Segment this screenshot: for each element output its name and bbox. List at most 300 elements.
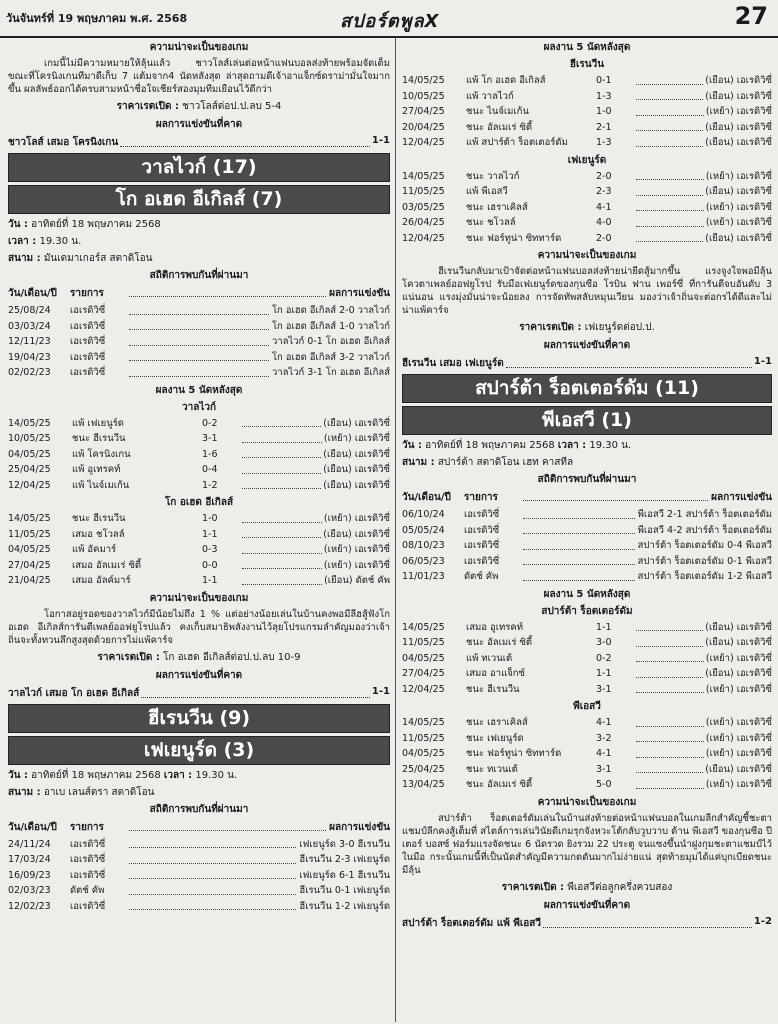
form-date: 14/05/25 (8, 417, 51, 429)
prob-heading: ความน่าจะเป็นของเกม (537, 250, 637, 261)
form-row (402, 635, 772, 651)
newspaper-logo: สปอร์ตพูลX (340, 11, 440, 32)
form-venue: (เหย้า) (705, 106, 734, 117)
form-opponent: ชนะ เฮราเคิลส์ (466, 717, 528, 728)
form-date: 11/05/25 (402, 732, 445, 744)
leader-dots (636, 762, 703, 774)
history-comp: เอเรดิวิซี่ (70, 336, 106, 347)
leader-dots (543, 916, 752, 928)
form-row (8, 558, 390, 574)
form-opponent: แพ้ อัคมาร์ (72, 544, 117, 555)
venue-label: สนาม : (8, 253, 41, 264)
leader-dots (636, 184, 703, 196)
history-result: สปาร์ต้า ร็อตเตอร์ดัม 1-2 พีเอสวี (637, 571, 772, 582)
history-date: 16/09/23 (8, 869, 51, 881)
form-opponent: แพ้ อูเทรคท์ (72, 464, 121, 475)
form-date: 03/05/25 (402, 201, 445, 213)
form-row (402, 651, 772, 667)
history-date: 12/02/23 (8, 900, 51, 912)
form-venue-comp (706, 715, 772, 731)
leader-dots (636, 104, 704, 116)
time-value: 19.30 น. (39, 236, 82, 247)
history-row (8, 365, 390, 381)
leader-dots (636, 682, 704, 694)
away-team-banner: โก อเฮด อีเกิลส์ (7) (8, 185, 390, 214)
pred-text: วาลไวก์ เสมอ โก อเฮด อีเกิลส์ (8, 687, 140, 699)
form-row (402, 620, 772, 636)
form-row (402, 135, 772, 151)
form-venue: (เยือน) (705, 232, 734, 244)
predicted-result: ชาวโลส์ เสมอ โครนิงเกน 1-1 (8, 135, 390, 148)
history-result: โก อเฮด อีเกิลส์ 3-2 วาลไวก์ (271, 351, 390, 363)
form-venue-comp (706, 104, 772, 120)
form-row (8, 462, 390, 478)
history-comp: เอเรดิวิซี่ (70, 351, 106, 363)
form-row (8, 511, 390, 527)
history-row (8, 334, 390, 350)
day-label: วัน : (8, 769, 28, 781)
history-row (8, 350, 390, 366)
match-venue (8, 251, 390, 266)
pred-text: ฮีเรนวีน เสมอ เฟเยนูร์ด (402, 358, 504, 369)
form-date: 14/05/25 (402, 717, 445, 728)
form-score: 0-1 (596, 75, 612, 86)
form-row (8, 542, 390, 558)
form-score: 3-0 (596, 637, 612, 648)
form-venue-comp (706, 777, 772, 793)
form-team-name: สปาร์ต้า ร็อตเตอร์ดัม (541, 605, 633, 617)
form-row (402, 73, 772, 89)
history-date: 24/11/24 (8, 838, 51, 850)
prob-heading: ความน่าจะเป็นของเกม (149, 42, 249, 53)
history-comp: เอเรดิวิซี่ (70, 838, 106, 850)
form-opponent: เสมอ อัลเมเร่ ซิตี้ (72, 559, 142, 571)
history-heading: สถิติการพบกันที่ผ่านมา (537, 474, 637, 485)
form-venue-comp (706, 215, 772, 231)
history-date: 19/04/23 (8, 351, 51, 363)
form-venue-comp (324, 558, 390, 574)
match-block (8, 704, 390, 915)
form-comp: เอเรดิวิซี่ (736, 779, 772, 790)
form-venue: (เหย้า) (705, 217, 734, 228)
leader-dots (636, 73, 703, 85)
history-date: 03/03/24 (8, 320, 51, 332)
form-row (402, 89, 772, 105)
form-venue: (เยือน) (323, 464, 352, 475)
form-date: 26/04/25 (402, 217, 445, 228)
time-label: เวลา : (8, 236, 37, 247)
form-venue-comp (706, 746, 772, 762)
leader-dots (242, 527, 321, 539)
form-team-name: วาลไวก์ (181, 401, 217, 413)
leader-dots (636, 651, 704, 663)
form-score: 3-1 (202, 433, 218, 444)
form-venue-comp (324, 511, 390, 527)
form-venue-comp (705, 135, 772, 151)
form-date: 14/05/25 (402, 75, 445, 86)
history-comp: เอเรดิวิซี่ (464, 555, 500, 567)
away-team-banner: เฟเยนูร์ด (3) (8, 736, 390, 765)
match-day (8, 768, 390, 783)
leader-dots (242, 542, 322, 554)
form-venue-comp (705, 184, 772, 200)
history-row (8, 868, 390, 884)
form-team-name: ฮีเรนวีน (569, 59, 605, 70)
left-column (8, 38, 390, 1022)
form-comp: เอเรดิวิซี่ (354, 433, 390, 444)
leader-dots (129, 334, 269, 346)
form-team-name: พีเอสวี (573, 701, 601, 712)
history-header-row (8, 286, 390, 301)
analysis-paragraph: โอกาสอยู่รอดของวาลไวก์มีน้อยไม่ถึง 1 % แต่อย่างน้อยเล่นในบ้านคงพอมีลีฮสู้ฟังโก อเฮด อีเกิลส์การันตีเพลย์ออฟยูโรปแล้ว คงเก็บสมาธิพลังงานไว้ลุยโปรแกรมลำคัญมองว่าเจ้าถิ่นจะทั้งทวนลึกสูงสุดด้วยการไม่แพ้คาร์จ (8, 608, 390, 646)
history-row (402, 507, 772, 523)
form-comp: เอเรดิวิซี่ (736, 232, 772, 244)
form-score: 1-0 (596, 106, 612, 117)
rate-value: พีเอสวีต่อลูกครึ่งควบสอง (567, 881, 673, 893)
leader-dots (242, 431, 322, 443)
form-score: 2-1 (596, 121, 612, 133)
form-date: 27/04/25 (402, 106, 445, 117)
leader-dots (636, 635, 703, 647)
form-comp: เอเรดิวิซี่ (736, 186, 772, 197)
form-venue-comp (705, 635, 772, 651)
history-comp: เอเรดิวิซี่ (70, 854, 106, 865)
leader-dots (129, 365, 269, 377)
analysis-paragraph: เกมนี้ไม่มีความหมายให้ลุ้นแล้ว ชาวโลส์เล่นต่อหน้าแฟนบอลส่งท้ายพร้อมจัดเต็ม ขณะที่โครนิงเกนทีมาดีเก็บ 7 แต้มจาก4 นัดหลังสุด ล่าสุดถามดีเจ้าอาแจ็กซ์ดราม่ามั่นใจมากขึ้น ผลลัพธ์ออกได้ครบสามหน้าชื่อใจเชียร์สองมุมทีมเยือนไว้ดีกว่า (8, 58, 390, 95)
form-score: 0-2 (202, 417, 218, 429)
form-opponent: เสมอ ชโวลล์ (72, 528, 125, 540)
form-row (402, 777, 772, 793)
form-score: 0-2 (596, 652, 612, 664)
form-venue: (เหย้า) (323, 433, 352, 444)
history-result: ฮีเรนวีน 0-1 เฟเยนูร์ด (299, 885, 390, 896)
form-score: 3-1 (596, 683, 612, 695)
match-day (8, 217, 390, 232)
form-venue: (เหย้า) (323, 513, 352, 524)
form-venue-comp (705, 89, 772, 105)
col-result-header: ผลการแข่งขัน (329, 821, 390, 833)
rate-label: ราคาเรตเปิด : (501, 881, 565, 893)
form-row (402, 682, 772, 698)
form-date: 11/05/25 (402, 637, 445, 648)
form-row (402, 169, 772, 185)
history-date: 05/05/24 (402, 524, 445, 536)
history-comp: เอเรดิวิซี่ (70, 367, 106, 378)
opening-rate (8, 650, 390, 665)
pred-heading: ผลการแข่งขันที่คาด (155, 119, 243, 130)
form-date: 12/04/25 (402, 683, 445, 695)
history-date: 12/11/23 (8, 336, 51, 347)
leader-dots (129, 350, 269, 362)
form-heading: ผลงาน 5 นัดหลังสุด (543, 42, 631, 53)
pred-score: 1-1 (371, 685, 390, 697)
time-value: 19.30 น. (195, 769, 238, 781)
form-row (402, 215, 772, 231)
form-date: 10/05/25 (402, 90, 445, 102)
form-opponent: แพ้ โครนิงเกน (72, 448, 131, 460)
form-venue: (เยือน) (323, 479, 352, 491)
pred-heading: ผลการแข่งขันที่คาด (155, 669, 243, 681)
form-opponent: แพ้ ไนจ์เมเก้น (72, 479, 130, 491)
form-score: 4-0 (596, 217, 612, 228)
form-comp: เอเรดิวิซี่ (354, 544, 390, 555)
form-venue-comp (705, 620, 772, 636)
form-venue: (เยือน) (705, 668, 734, 679)
form-comp: เอเรดิวิซี่ (736, 652, 772, 664)
form-venue: (เหย้า) (705, 170, 734, 182)
form-venue-comp (324, 431, 390, 447)
form-venue-comp (324, 573, 390, 589)
history-result: เฟเยนูร์ด 3-0 ฮีเรนวีน (299, 838, 390, 850)
form-score: 2-0 (596, 170, 612, 182)
form-venue-comp (323, 527, 390, 543)
history-heading: สถิติการพบกันที่ผ่านมา (149, 803, 249, 815)
form-row (402, 120, 772, 136)
form-team-name: เฟเยนูร์ด (567, 154, 607, 166)
leader-dots (129, 286, 326, 297)
form-venue-comp (323, 462, 390, 478)
day-value: อาทิตย์ที่ 18 พฤษภาคม 2568 (31, 219, 161, 230)
form-score: 1-0 (202, 513, 218, 524)
venue-value: มันเดมาเกอร์ส สตาดิโอน (43, 253, 153, 264)
history-row (8, 899, 390, 915)
form-venue: (เยือน) (705, 763, 734, 775)
form-opponent: ชนะ วาลไวก์ (466, 170, 520, 182)
match-venue (8, 785, 390, 800)
leader-dots (636, 215, 704, 227)
form-opponent: แพ้ โก อเฮด อีเกิลส์ (466, 75, 546, 86)
form-venue-comp (706, 651, 772, 667)
form-row (402, 666, 772, 682)
form-score: 1-3 (596, 137, 612, 148)
form-opponent: ชนะ อัลเมเร่ ซิตี้ (466, 637, 533, 648)
form-venue: (เหย้า) (323, 559, 352, 571)
match-day (402, 438, 772, 453)
opening-rate: ราคาเรตเปิด : ชาวโลส์ต่อป.ป.ลบ 5-4 (116, 101, 282, 112)
form-opponent: ชนะ ฮีเรนวีน (72, 433, 126, 444)
form-opponent: ชนะ ฮีเรนวีน (466, 683, 520, 695)
form-heading: ผลงาน 5 นัดหลังสุด (155, 384, 243, 396)
form-opponent: เสมอ อัลค์มาร์ (72, 575, 131, 586)
history-heading: สถิติการพบกันที่ผ่านมา (149, 270, 249, 281)
day-value: อาทิตย์ที่ 18 พฤษภาคม 2568 (31, 769, 161, 781)
history-result: วาลไวก์ 3-1 โก อเฮด อีเกิลส์ (271, 367, 390, 378)
form-row (8, 478, 390, 494)
form-venue: (เหย้า) (705, 779, 734, 790)
leader-dots (636, 200, 704, 212)
page-number: 27 (734, 2, 768, 30)
history-comp: เอเรดิวิซี่ (70, 900, 106, 912)
form-comp: เอเรดิวิซี่ (736, 763, 772, 775)
form-date: 10/05/25 (8, 433, 51, 444)
leader-dots (129, 820, 326, 831)
form-venue-comp (324, 542, 390, 558)
form-row (8, 416, 390, 432)
form-opponent: แพ้ สปาร์ต้า ร็อตเตอร์ดัม (466, 137, 568, 148)
form-score: 4-1 (596, 717, 612, 728)
history-date: 02/03/23 (8, 885, 51, 896)
form-venue: (เยือน) (705, 90, 734, 102)
form-opponent: แพ้ ทเวนเต้ (466, 652, 513, 664)
form-venue: (เยือน) (705, 121, 734, 133)
form-venue: (เยือน) (323, 528, 352, 540)
rate-label: ราคาเรตเปิด : (519, 322, 582, 333)
form-score: 4-1 (596, 201, 612, 213)
leader-dots (129, 852, 296, 864)
form-opponent: ชนะ เฟเยนูร์ด (466, 732, 524, 744)
rate-value: เฟเยนูร์ดต่อป.ป. (584, 322, 655, 333)
form-comp: เอเรดิวิซี่ (736, 90, 772, 102)
history-result: ฮีเรนวีน 2-3 เฟเยนูร์ด (299, 854, 390, 865)
form-row (402, 200, 772, 216)
leader-dots (523, 569, 635, 581)
history-comp: เอเรดิวิซี่ (464, 540, 500, 551)
rate-label: ราคาเรตเปิด : (97, 651, 160, 663)
form-date: 14/05/25 (402, 621, 445, 633)
form-venue-comp (705, 666, 772, 682)
form-comp: ดัตช์ คัพ (355, 575, 390, 586)
leader-dots (506, 356, 752, 368)
leader-dots (636, 746, 704, 758)
leader-dots (636, 620, 703, 632)
form-score: 1-3 (596, 90, 612, 102)
leader-dots (636, 169, 704, 181)
form-date: 21/04/25 (8, 575, 51, 586)
form-venue-comp (705, 231, 772, 247)
col-date-header: วัน/เดือน/ปี (402, 492, 451, 503)
form-opponent: ชนะ ไนจ์เมเก้น (466, 106, 529, 117)
form-comp: เอเรดิวิซี่ (736, 75, 772, 86)
form-date: 14/05/25 (8, 513, 51, 524)
leader-dots (141, 686, 370, 698)
analysis-paragraph: ฮีเรนวีนกลับมาเป้าจัดต่อหน้าแฟนบอลส่งท้ายน่ายีดสู้มากขึ้น แรงจูงใจพอมีลุ้นโควตาเพลย์ออฟยูโรป รับมือเฟเยนูร์ดของกุนซือ โรบิน ฟาน เพอร์ซี่ ที่การันตีจบอันดับ 3 แน่นอน แรงมุ่งมั่นน่าจะน้อยลง การจัดทัพสลับหมุนเวียน มองว่าเจ้าถิ่นจะต่อกรได้ดีและไม่น่าแพ้คาร์จ (402, 266, 772, 316)
form-row (8, 447, 390, 463)
time-value: 19.30 น. (589, 440, 632, 451)
pred-score: 1-1 (753, 356, 772, 367)
history-date: 25/08/24 (8, 305, 51, 316)
history-result: เฟเยนูร์ด 6-1 ฮีเรนวีน (299, 869, 390, 881)
history-result: สปาร์ต้า ร็อตเตอร์ดัม 0-1 พีเอสวี (637, 555, 772, 567)
form-row (402, 231, 772, 247)
form-date: 14/05/25 (402, 170, 445, 182)
form-opponent: ชนะ ทเวนเต้ (466, 763, 518, 775)
form-comp: เอเรดิวิซี่ (736, 137, 772, 148)
pred-heading: ผลการแข่งขันที่คาด (543, 899, 631, 911)
history-row (402, 569, 772, 585)
form-opponent: เสมอ อูเทรคท์ (466, 621, 523, 633)
history-row (8, 303, 390, 319)
form-row (8, 431, 390, 447)
pred-text: สปาร์ต้า ร็อตเตอร์ดัม แพ้ พีเอสวี (402, 917, 542, 929)
history-date: 08/10/23 (402, 540, 445, 551)
leader-dots (242, 462, 321, 474)
opening-rate (402, 880, 772, 895)
day-label: วัน : (8, 219, 28, 230)
form-venue: (เหย้า) (705, 748, 734, 759)
form-date: 11/05/25 (402, 186, 445, 197)
form-comp: เอเรดิวิซี่ (736, 621, 772, 633)
form-date: 13/04/25 (402, 779, 445, 790)
day-value: อาทิตย์ที่ 18 พฤษภาคม 2568 (425, 440, 555, 451)
rate-value: โก อเฮด อีเกิลส์ต่อป.ป.ลบ 10-9 (163, 651, 301, 663)
leader-dots (636, 231, 703, 243)
opening-rate (402, 320, 772, 335)
match-venue (402, 455, 772, 470)
time-label: เวลา : (557, 440, 587, 451)
form-score: 1-2 (202, 479, 218, 491)
venue-label: สนาม : (8, 786, 41, 798)
form-opponent: ชนะ อัลเมเร่ ซิตี้ (466, 779, 533, 790)
form-date: 11/05/25 (8, 528, 51, 540)
form-row (402, 762, 772, 778)
predicted-result (8, 686, 390, 701)
form-date: 27/04/25 (402, 668, 445, 679)
form-venue: (เยือน) (705, 137, 734, 148)
form-comp: เอเรดิวิซี่ (354, 513, 390, 524)
history-row (402, 554, 772, 570)
history-row (8, 852, 390, 868)
history-result: ฮีเรนวีน 1-2 เฟเยนูร์ด (299, 900, 390, 912)
leader-dots (636, 120, 703, 132)
analysis-paragraph: สปาร์ต้า ร็อตเตอร์ดัมเล่นในบ้านส่งท้ายต่อหน้าแฟนบอลในเกมลีกสำคัญชี้ชะตาแชมป์ลีกคงสู้เต็มที่ สไตล์การเล่นวินัยดีเกมรุกจังหวะโต้กลับวูบวาบ ด้าน พีเอสวี ของกุนซือ ปีเตอร์ บอสซ์ ฟอร์มแรงจัดชนะ 6 นัดรวด ยิงรวม 22 ประตู จนแซงขึ้นนำฝูงกุมชะตาแชมป์ไว้ในมือ กระนั้นเกมนี้ที่เป็นนัดสำคัญมีความกดดันมากไม่ง่ายแน่ สุดท้ายมุมได้แค่บุกเบียดชนะมีลุ้น (402, 812, 772, 876)
form-opponent: เสมอ อาแจ็กซ์ (466, 668, 525, 679)
leader-dots (636, 666, 703, 678)
leader-dots (129, 837, 296, 849)
issue-date: วันจันทร์ที่ 19 พฤษภาคม พ.ศ. 2568 (6, 12, 188, 25)
form-date: 04/05/25 (402, 652, 445, 664)
form-score: 1-1 (596, 668, 612, 679)
leader-dots (242, 416, 321, 428)
history-row (8, 837, 390, 853)
form-venue-comp (706, 682, 772, 698)
col-date-header: วัน/เดือน/ปี (8, 821, 57, 833)
history-date: 11/01/23 (402, 571, 445, 582)
col-result-header: ผลการแข่งขัน (711, 492, 772, 503)
form-score: 2-0 (596, 232, 612, 244)
form-row (402, 184, 772, 200)
form-row (8, 527, 390, 543)
prob-heading: ความน่าจะเป็นของเกม (149, 592, 249, 604)
form-date: 12/04/25 (8, 479, 51, 491)
form-date: 04/05/25 (8, 544, 51, 555)
leader-dots (242, 573, 322, 585)
form-row (402, 746, 772, 762)
form-date: 04/05/25 (402, 748, 445, 759)
prob-heading: ความน่าจะเป็นของเกม (537, 796, 637, 808)
form-opponent: แพ้ วาลไวก์ (466, 90, 514, 102)
form-venue-comp (706, 200, 772, 216)
form-score: 2-3 (596, 186, 612, 197)
leader-dots (242, 478, 321, 490)
predicted-result (402, 916, 772, 931)
form-date: 27/04/25 (8, 559, 51, 571)
form-date: 25/04/25 (402, 763, 445, 775)
form-comp: เอเรดิวิซี่ (354, 479, 390, 491)
form-row (8, 573, 390, 589)
form-score: 0-3 (202, 544, 218, 555)
form-venue-comp (323, 416, 390, 432)
form-venue: (เยือน) (323, 448, 352, 460)
form-comp: เอเรดิวิซี่ (736, 106, 772, 117)
away-team-banner: พีเอสวี (1) (402, 406, 772, 435)
page-header (0, 0, 778, 38)
form-opponent: ชนะ เฮราเคิลส์ (466, 201, 528, 213)
history-result: สปาร์ต้า ร็อตเตอร์ดัม 0-4 พีเอสวี (637, 540, 772, 551)
form-score: 1-1 (202, 528, 218, 540)
history-row (8, 319, 390, 335)
form-opponent: ชนะ ชโวลล์ (466, 217, 516, 228)
form-opponent: ชนะ อัลเมเร่ ซิตี้ (466, 121, 533, 133)
